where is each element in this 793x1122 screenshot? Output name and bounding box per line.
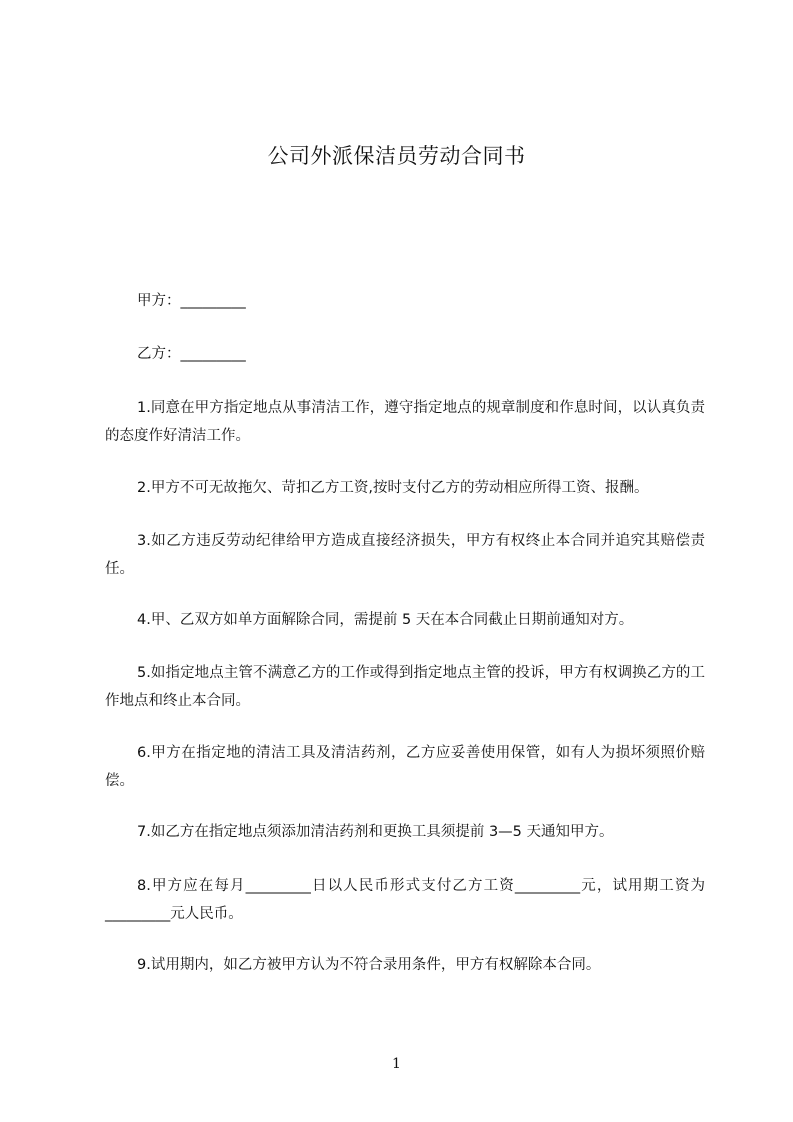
party-a-line: 甲方：_________ [137,293,246,309]
clause-2: 2.甲方不可无故拖欠、苛扣乙方工资,按时支付乙方的劳动相应所得工资、报酬。 [137,480,649,496]
clause-6: 6.甲方在指定地的清洁工具及清洁药剂，乙方应妥善使用保管，如有人为损坏须照价赔偿。 [105,745,705,789]
clause-9: 9.试用期内，如乙方被甲方认为不符合录用条件，甲方有权解除本合同。 [137,957,601,973]
page-title: 公司外派保洁员劳动合同书 [267,144,526,168]
clause-5: 5.如指定地点主管不满意乙方的工作或得到指定地点主管的投诉，甲方有权调换乙方的工作地点和终止本合同。 [105,665,705,709]
clause-4: 4.甲、乙双方如单方面解除合同，需提前 5 天在本合同截止日期前通知对方。 [137,612,634,628]
clause-3: 3.如乙方违反劳动纪律给甲方造成直接经济损失，甲方有权终止本合同并追究其赔偿责任。 [105,533,705,577]
clause-7: 7.如乙方在指定地点须添加清洁药剂和更换工具须提前 3—5 天通知甲方。 [137,824,614,840]
page-number: 1 [392,1056,401,1072]
clause-8: 8.甲方应在每月_________日以人民币形式支付乙方工资_________元，试用期工资为_________元人民币。 [105,878,705,922]
party-b-line: 乙方：_________ [137,346,246,362]
clause-1: 1.同意在甲方指定地点从事清洁工作，遵守指定地点的规章制度和作息时间，以认真负责的态度作好清洁工作。 [105,400,705,444]
